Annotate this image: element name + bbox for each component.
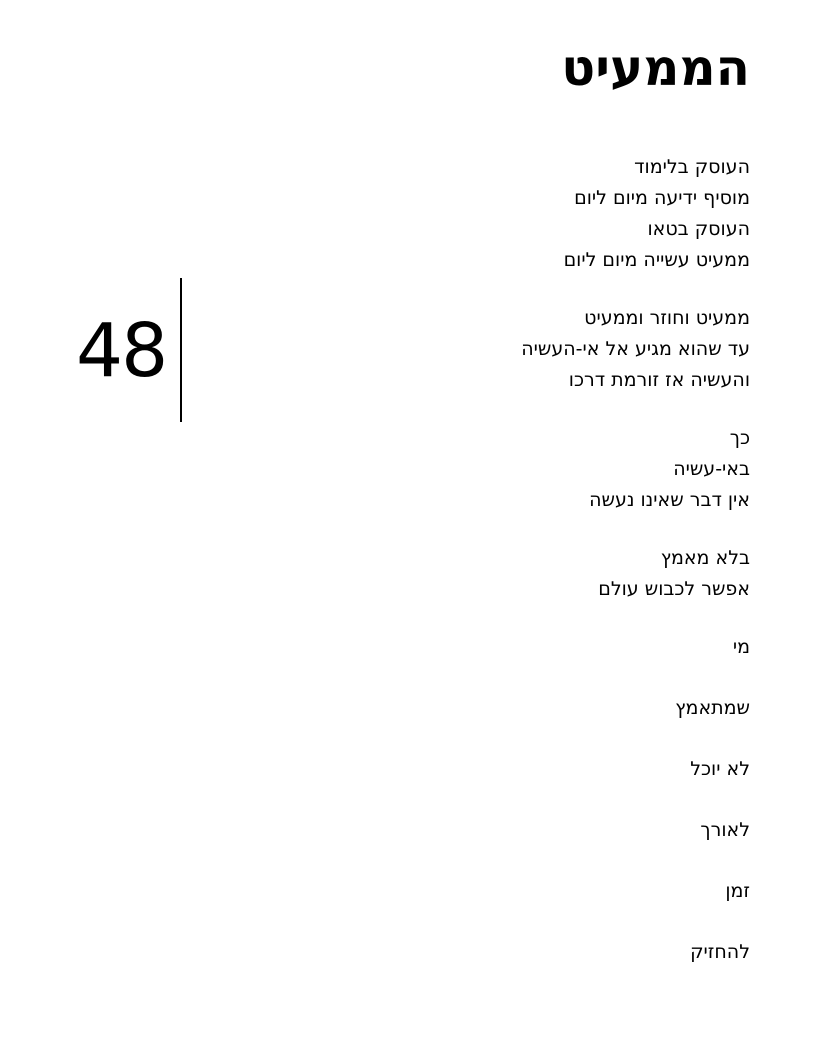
vertical-divider xyxy=(180,278,182,422)
poem-line: לא יוכל xyxy=(690,758,750,780)
poem-line: אין דבר שאינו נעשה xyxy=(589,489,750,511)
stanza-3 xyxy=(190,423,750,516)
poem-line: להחזיק xyxy=(690,941,750,963)
stanza-4 xyxy=(190,543,750,605)
poem-line: כך xyxy=(729,427,750,449)
page-title: הממעיט xyxy=(561,39,750,97)
poem-line: שמתאמץ xyxy=(675,697,750,719)
poem-body xyxy=(190,152,750,998)
stanza-1 xyxy=(190,152,750,276)
stanza-6 xyxy=(190,693,750,724)
stanza-2 xyxy=(190,303,750,396)
stanza-5 xyxy=(190,632,750,663)
poem-line: אפשר לכבוש עולם xyxy=(598,578,750,600)
poem-line: מוסיף ידיעה מיום ליום xyxy=(574,187,750,209)
stanza-7 xyxy=(190,754,750,785)
poem-line: ממעיט וחוזר וממעיט xyxy=(584,307,750,329)
stanza-9 xyxy=(190,876,750,907)
poem-line: והעשיה אז זורמת דרכו xyxy=(568,369,750,391)
poem-line: באי-עשיה xyxy=(673,458,750,480)
stanza-8 xyxy=(190,815,750,846)
poem-number: 48 xyxy=(76,308,167,394)
poem-line: עד שהוא מגיע אל אי-העשיה xyxy=(521,338,750,360)
poem-line: זמן xyxy=(725,880,750,902)
poem-line: העוסק בלימוד xyxy=(634,156,750,178)
poem-line: מי xyxy=(732,636,750,658)
poem-line: העוסק בטאו xyxy=(647,218,750,240)
poem-line: ממעיט עשייה מיום ליום xyxy=(563,249,750,271)
poem-line: בלא מאמץ xyxy=(660,547,750,569)
stanza-10 xyxy=(190,937,750,968)
poem-line: לאורך xyxy=(700,819,750,841)
